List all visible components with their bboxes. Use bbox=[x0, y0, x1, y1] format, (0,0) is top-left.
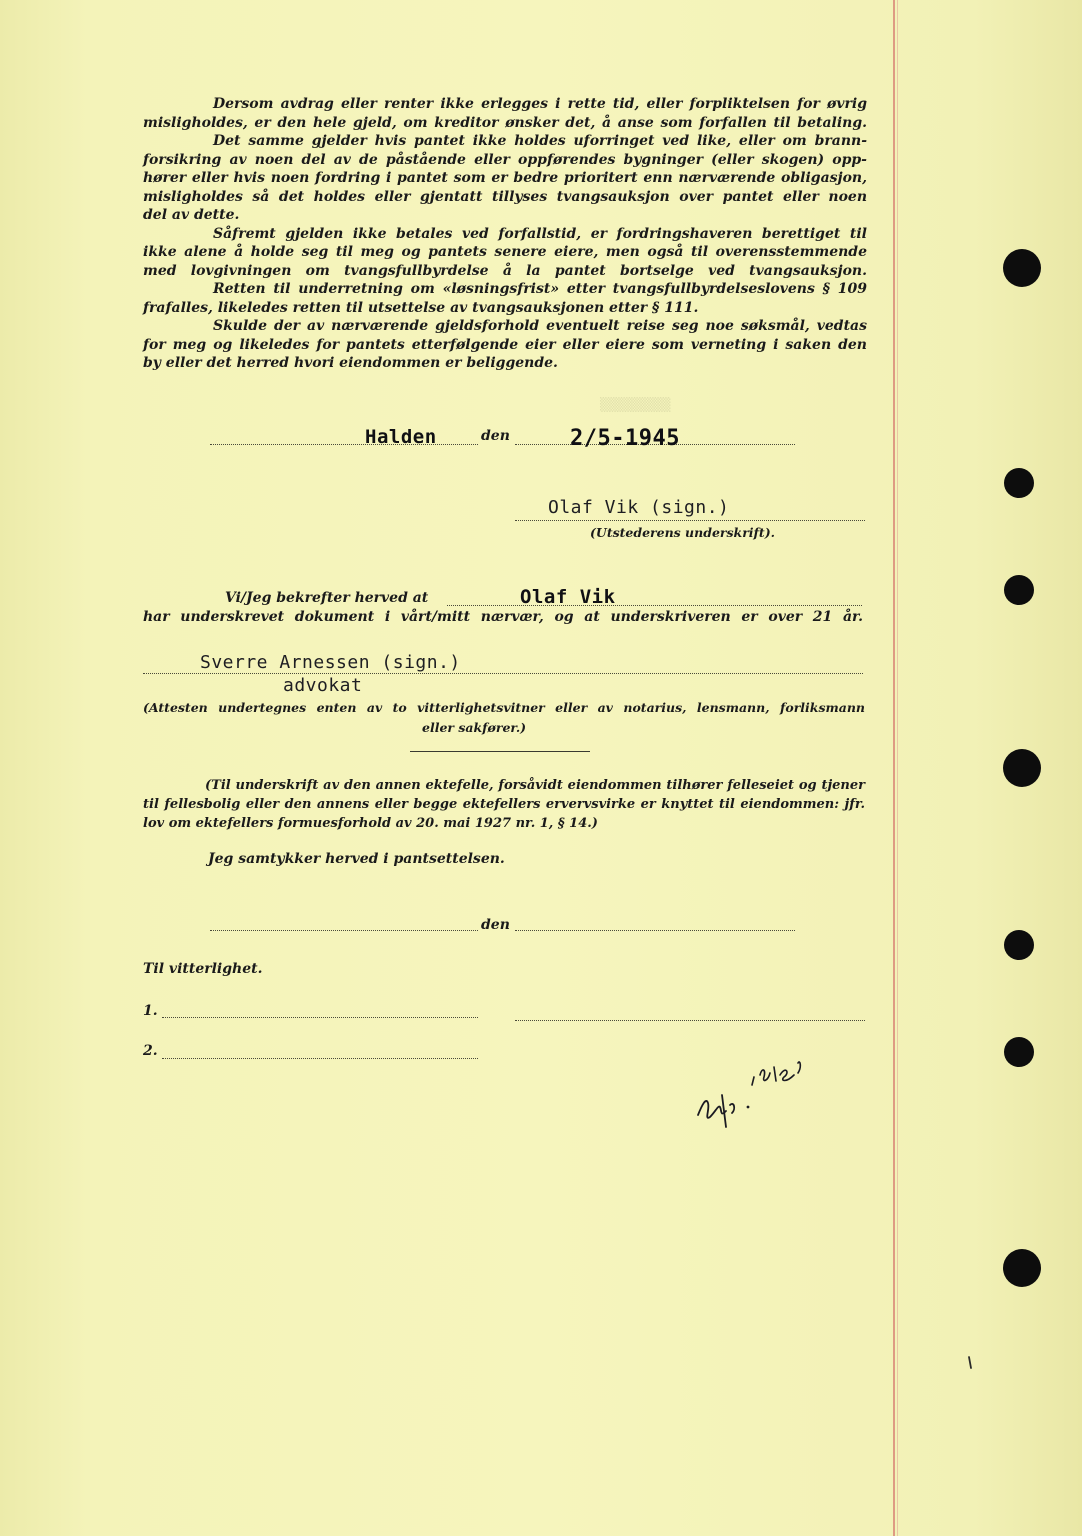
spouse-note-line: lov om ektefellers formuesforhold av 20. mai 1927 nr. 1, § 14.) bbox=[143, 816, 598, 831]
punch-hole bbox=[1004, 1037, 1034, 1067]
witness-1-number: 1. bbox=[143, 1003, 158, 1019]
witness-2-line-a bbox=[162, 1058, 478, 1059]
issuer-signature: Olaf Vik (sign.) bbox=[548, 497, 730, 518]
vitterlighet-heading: Til vitterlighet. bbox=[143, 961, 263, 977]
punch-hole bbox=[1003, 1249, 1041, 1287]
issuer-signature-line bbox=[515, 520, 865, 521]
attest-rule bbox=[410, 751, 590, 752]
terms-text bbox=[143, 95, 867, 373]
clause-line: by eller det herred hvori eiendommen er beliggende. bbox=[143, 355, 558, 371]
confirm-rest: har underskrevet dokument i vårt/mitt nærvær, og at underskriveren er over 21 år. bbox=[143, 609, 863, 625]
witness-title: advokat bbox=[283, 675, 363, 696]
handwritten-mark bbox=[690, 1045, 820, 1135]
stray-mark bbox=[966, 1355, 974, 1371]
clause-line: del av dette. bbox=[143, 207, 240, 223]
consent-text: Jeg samtykker herved i pantsettelsen. bbox=[208, 851, 505, 867]
confirm-lead: Vi/Jeg bekrefter herved at bbox=[225, 590, 429, 606]
margin-rule bbox=[893, 0, 895, 1536]
date-value: 2/5-1945 bbox=[570, 426, 680, 451]
punch-hole bbox=[1004, 468, 1034, 498]
witness-1-line-a bbox=[162, 1017, 478, 1018]
clause-line: Det samme gjelder hvis pantet ikke holdes uforringet ved like, eller om brann- bbox=[213, 133, 867, 149]
spouse-note bbox=[143, 776, 865, 833]
clause-line: Skulde der av nærværende gjeldsforhold eventuelt reise seg noe søksmål, vedtas bbox=[213, 318, 867, 334]
date-line-2 bbox=[515, 930, 795, 931]
bleed-through: ▒▒▒▒▒▒▒▒▒ bbox=[600, 398, 671, 413]
attest-note: (Attesten undertegnes enten av to vitterlighetsvitner eller av notarius, lensmann, forliksmann bbox=[143, 700, 865, 715]
spouse-note-line: til fellesbolig eller den annens eller begge ektefellers ervervsvirke er knyttet til eiendommen: jfr. bbox=[143, 797, 865, 812]
den-label-2: den bbox=[481, 917, 510, 933]
confirm-name: Olaf Vik bbox=[520, 586, 616, 608]
clause-line: hører eller hvis noen fordring i pantet som er bedre prioritert enn nærværende obligasjon, bbox=[143, 170, 867, 186]
margin-rule-shadow bbox=[897, 0, 898, 1536]
issuer-caption: (Utstederens underskrift). bbox=[590, 525, 775, 540]
clause-line: ikke alene å holde seg til meg og pantets senere eiere, men også til overensstemmende bbox=[143, 244, 867, 260]
confirm-name-line bbox=[447, 605, 862, 606]
clause-line: frafalles, likeledes retten til utsettelse av tvangsauksjonen etter § 111. bbox=[143, 299, 699, 316]
place-line-2 bbox=[210, 930, 478, 931]
clause-line: misligholdes, er den hele gjeld, om kreditor ønsker det, å anse som forfallen til betaling. bbox=[143, 114, 867, 131]
punch-hole bbox=[1004, 930, 1034, 960]
clause-line: med lovgivningen om tvangsfullbyrdelse å la pantet bortselge ved tvangsauksjon. bbox=[143, 262, 867, 279]
place-value: Halden bbox=[365, 426, 437, 448]
clause-line: for meg og likeledes for pantets etterfølgende eier eller eiere som verneting i saken den bbox=[143, 336, 867, 353]
clause-line: Dersom avdrag eller renter ikke erlegges i rette tid, eller forpliktelsen for øvrig bbox=[213, 96, 867, 112]
witness-1-line-b bbox=[515, 1020, 865, 1021]
attest-note-2: eller sakfører.) bbox=[422, 720, 527, 735]
witness-signature: Sverre Arnessen (sign.) bbox=[200, 652, 461, 673]
den-label: den bbox=[481, 428, 510, 444]
witness-2-number: 2. bbox=[143, 1043, 158, 1059]
spouse-note-line: (Til underskrift av den annen ektefelle, forsåvidt eiendommen tilhører felleseiet og tjener bbox=[205, 778, 865, 793]
punch-hole bbox=[1004, 575, 1034, 605]
witness-signature-line bbox=[143, 673, 863, 674]
clause-line: misligholdes så det holdes eller gjentatt tillyses tvangsauksjon over pantet eller noen bbox=[143, 188, 867, 205]
place-line bbox=[210, 444, 478, 445]
punch-hole bbox=[1003, 249, 1041, 287]
clause-line: Såfremt gjelden ikke betales ved forfallstid, er fordringshaveren berettiget til bbox=[213, 225, 867, 242]
clause-line: forsikring av noen del av de påstående eller oppførendes bygninger (eller skogen) opp- bbox=[143, 151, 867, 168]
clause-line: Retten til underretning om «løsningsfrist» etter tvangsfullbyrdelseslovens § 109 bbox=[213, 281, 867, 297]
punch-hole bbox=[1003, 749, 1041, 787]
